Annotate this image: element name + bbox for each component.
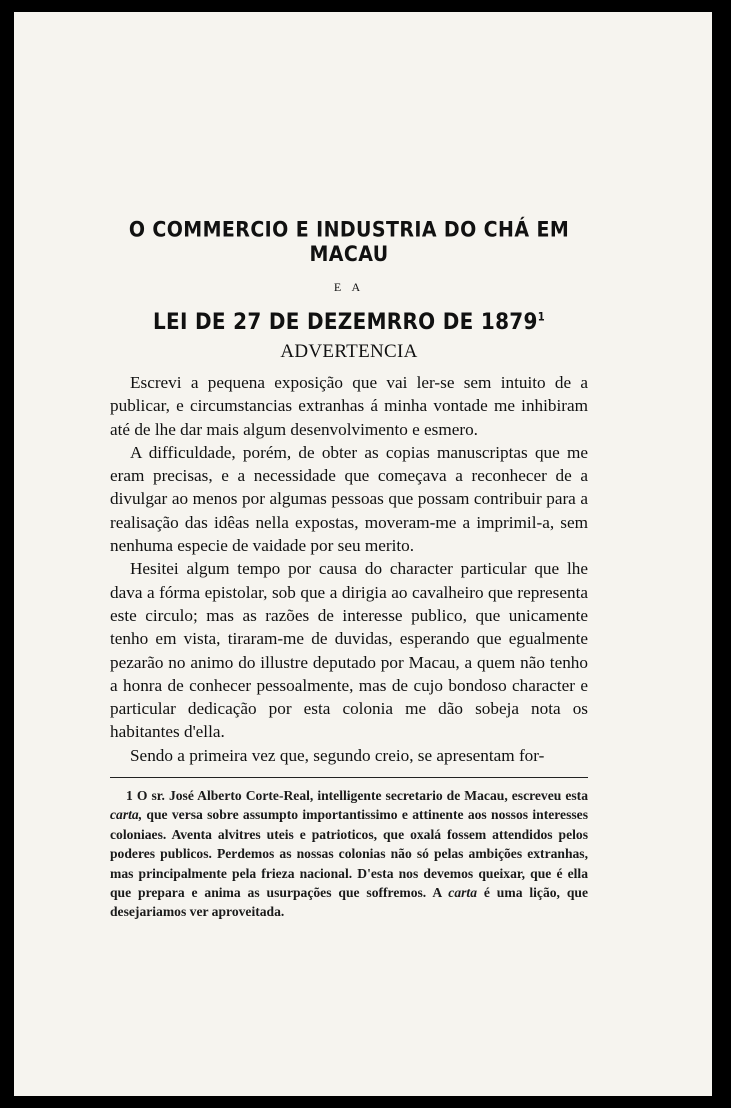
document-title: O COMMERCIO E INDUSTRIA DO CHÁ EM MACAU	[128, 217, 570, 267]
footnote-text: 1 O sr. José Alberto Corte-Real, intelligente secretario de Macau, escreveu esta carta, que versa sobre assumpto importantissimo e attinente aos nossos interesses coloniaes. Aventa alvitres uteis e patrioticos, que oxalá fossem attendidos pelos poderes publicos. Perdemos as nossas colonias não só pelas ambições extranhas, mas principalmente pela frieza nacional. D'esta nos devemos queixar, que é ella que prepara e anima as usurpações que soffremos. A carta é uma lição, que desejariamos ver aproveitada.	[110, 788, 588, 920]
paragraph: Hesitei algum tempo por causa do character particular que lhe dava a fórma epistolar, sob que a dirigia ao cavalheiro que representa este circulo; mas as razões de interesse publico, que unicamente tenho em vista, tiraram-me de duvidas, esperando que egualmente pezarão no animo do illustre deputado por Macau, a quem não tenho a honra de conhecer pessoalmente, mas de cujo bondoso character e particular dedicação por esta colonia me dão sobeja nota os habitantes d'ella.	[110, 559, 588, 742]
footnote-marker: 1	[126, 788, 133, 804]
document-body	[110, 217, 588, 922]
subtitle-text: LEI DE 27 DE DEZEMRRO DE 1879	[152, 307, 538, 335]
footnote-reference: 1	[537, 311, 545, 324]
page	[14, 12, 712, 1096]
footnote-divider	[110, 777, 588, 778]
paragraph: A difficuldade, porém, de obter as copias manuscriptas que me eram precisas, e a necessidade que começava a reconhecer de a divulgar ao menos por algumas pessoas que possam contribuir para a realisação das idêas nella expostas, moveram-me a imprimil-a, sem nenhuma especie de vaidade por seu merito.	[110, 442, 588, 556]
paragraph: Escrevi a pequena exposição que vai ler-se sem intuito de a publicar, e circumstancias extranhas á minha vontade me inhibiram até de lhe dar mais algum desenvolvimento e esmero.	[110, 373, 588, 439]
section-heading: ADVERTENCIA	[280, 341, 418, 362]
footnote	[110, 786, 588, 922]
paragraph: Sendo a primeira vez que, segundo creio, se apresentam for-	[130, 745, 545, 765]
document-subtitle	[110, 308, 588, 335]
title-conjunction: E A	[333, 280, 365, 294]
body-text	[110, 371, 588, 767]
